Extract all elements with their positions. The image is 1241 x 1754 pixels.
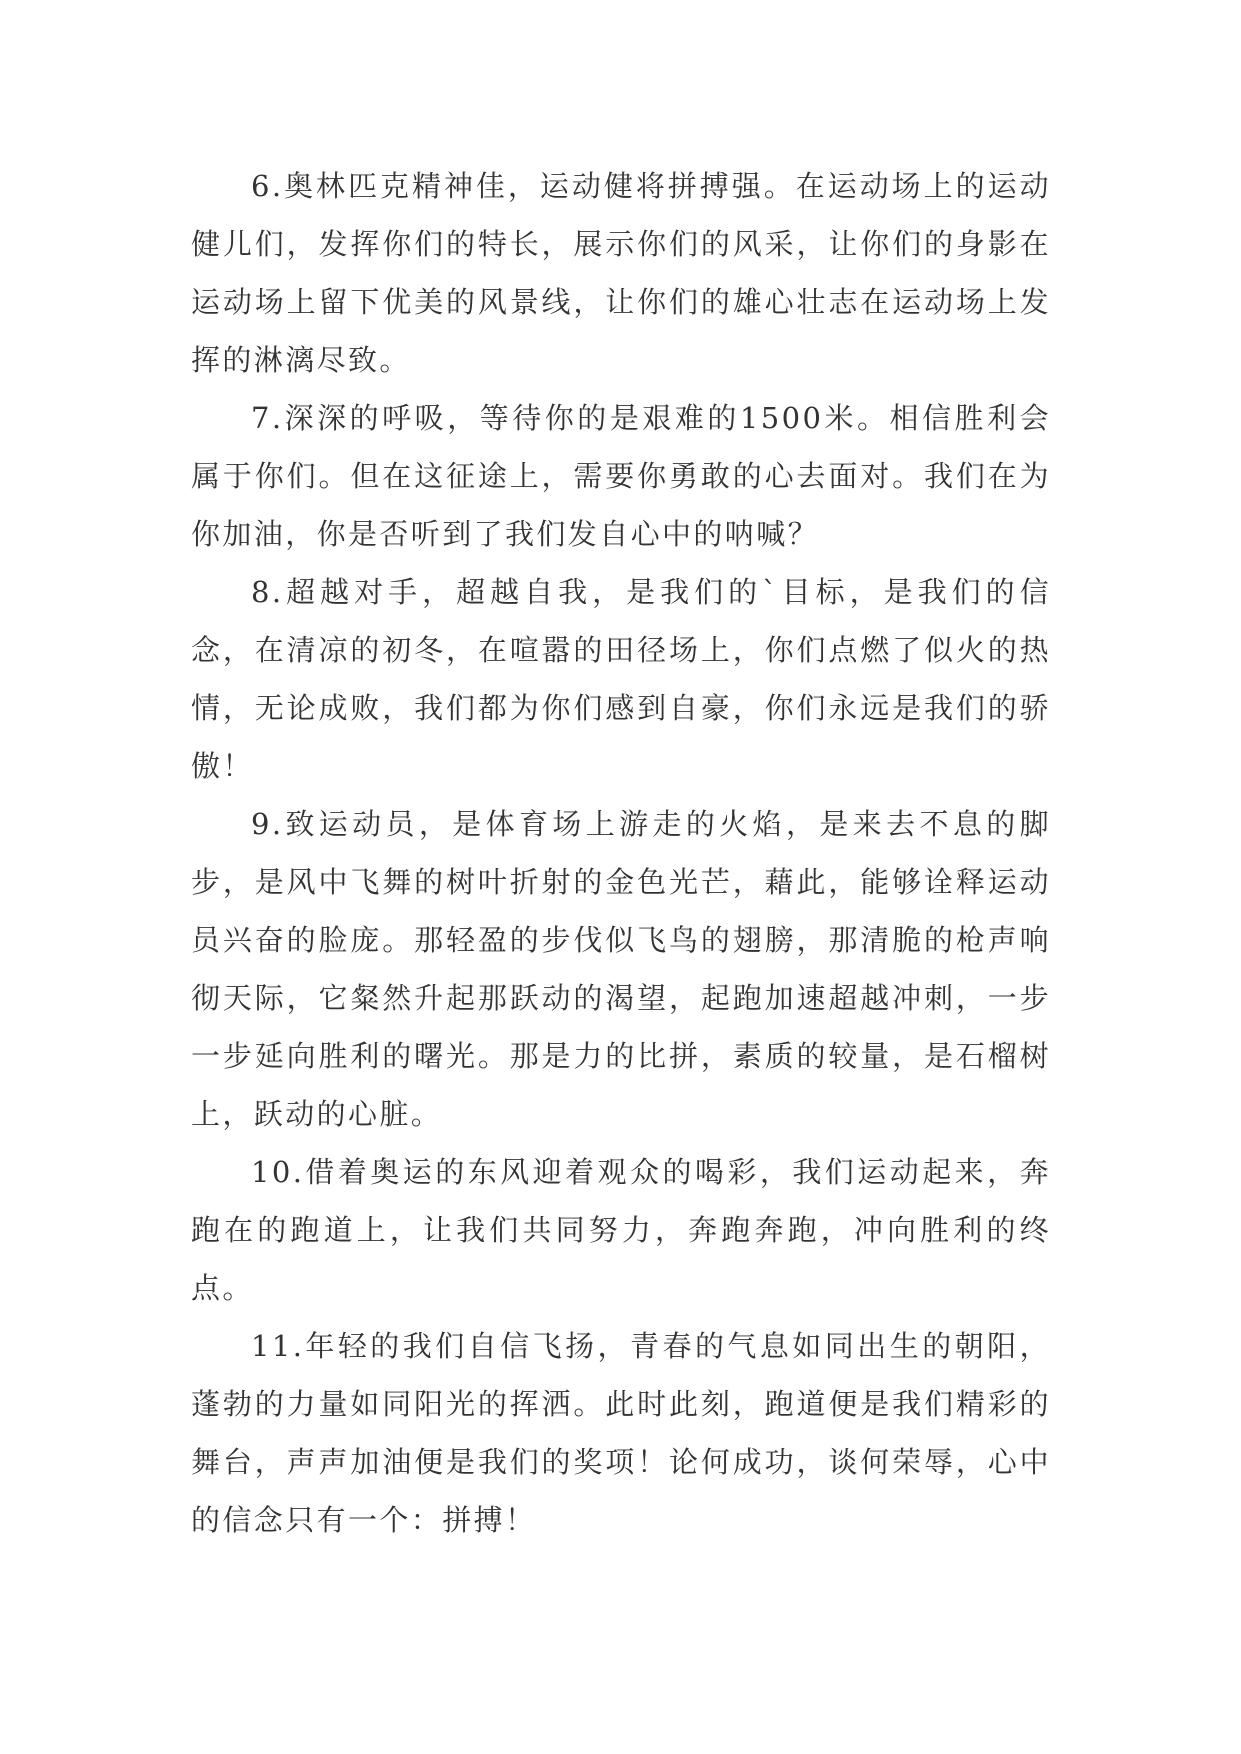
paragraph-7: 7.深深的呼吸，等待你的是艰难的1500米。相信胜利会属于你们。但在这征途上，需要你勇敢的心去面对。我们在为你加油，你是否听到了我们发自心中的呐喊？	[191, 401, 1051, 551]
document-body	[191, 157, 1051, 1549]
paragraph-11: 11.年轻的我们自信飞扬，青春的气息如同出生的朝阳，蓬勃的力量如同阳光的挥洒。此时此刻，跑道便是我们精彩的舞台，声声加油便是我们的奖项！论何成功，谈何荣辱，心中的信念只有一个：拼搏！	[191, 1329, 1051, 1537]
paragraph-6: 6.奥林匹克精神佳，运动健将拼搏强。在运动场上的运动健儿们，发挥你们的特长，展示你们的风采，让你们的身影在运动场上留下优美的风景线，让你们的雄心壮志在运动场上发挥的淋漓尽致。	[191, 169, 1051, 377]
paragraph-9: 9.致运动员，是体育场上游走的火焰，是来去不息的脚步，是风中飞舞的树叶折射的金色光芒，藉此，能够诠释运动员兴奋的脸庞。那轻盈的步伐似飞鸟的翅膀，那清脆的枪声响彻天际，它粲然升起那跃动的渴望，起跑加速超越冲刺，一步一步延向胜利的曙光。那是力的比拼，素质的较量，是石榴树上，跃动的心脏。	[191, 807, 1051, 1131]
paragraph-8: 8.超越对手，超越自我，是我们的`目标，是我们的信念，在清凉的初冬，在喧嚣的田径场上，你们点燃了似火的热情，无论成败，我们都为你们感到自豪，你们永远是我们的骄傲！	[191, 575, 1051, 783]
paragraph-10: 10.借着奥运的东风迎着观众的喝彩，我们运动起来，奔跑在的跑道上，让我们共同努力，奔跑奔跑，冲向胜利的终点。	[191, 1155, 1051, 1305]
